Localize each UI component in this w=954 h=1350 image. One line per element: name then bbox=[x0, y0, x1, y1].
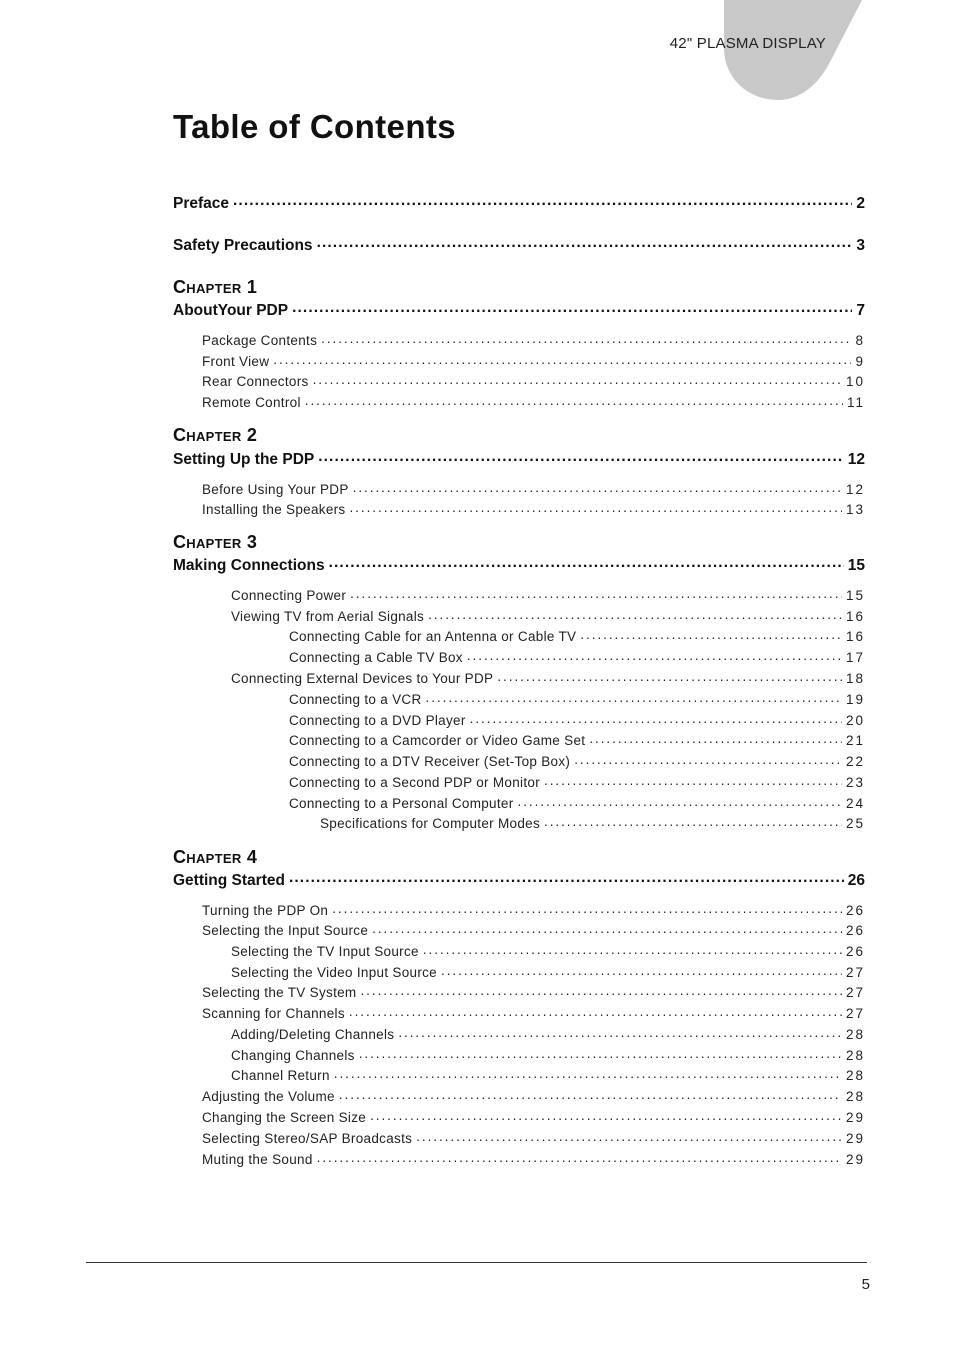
toc-entry-label: Specifications for Computer Modes bbox=[320, 815, 540, 831]
chapter-number: 3 bbox=[246, 532, 258, 552]
toc-section-entry[interactable] bbox=[173, 554, 865, 575]
toc-subsection-entry[interactable] bbox=[202, 983, 865, 1000]
dot-leader bbox=[416, 1129, 842, 1143]
toc-subsection-entry[interactable] bbox=[289, 752, 865, 769]
toc-entry-label: Turning the PDP On bbox=[202, 902, 329, 918]
toc-entry-label: Connecting to a VCR bbox=[289, 691, 422, 707]
dot-leader bbox=[467, 648, 842, 662]
toc-subsection-entry[interactable] bbox=[202, 1129, 865, 1146]
toc-entry-page: 28 bbox=[845, 1088, 865, 1104]
toc-entry-page: 25 bbox=[845, 815, 865, 831]
toc-entry-label: Package Contents bbox=[202, 332, 318, 348]
toc-entry-label: Before Using Your PDP bbox=[202, 481, 349, 497]
toc-subsection-entry[interactable] bbox=[202, 1150, 865, 1167]
toc-section-entry[interactable] bbox=[173, 299, 865, 320]
toc-entry-label: Adjusting the Volume bbox=[202, 1088, 335, 1104]
dot-leader bbox=[318, 448, 844, 464]
toc-entry-page: 15 bbox=[845, 587, 865, 603]
dot-leader bbox=[349, 500, 841, 514]
toc-entry-label: Connecting Power bbox=[231, 587, 347, 603]
toc-entry-page: 12 bbox=[847, 450, 865, 468]
dot-leader bbox=[334, 1066, 842, 1080]
toc-entry-label: Setting Up the PDP bbox=[173, 450, 315, 468]
dot-leader bbox=[349, 1004, 842, 1018]
chapter-heading bbox=[173, 532, 257, 553]
dot-leader bbox=[292, 299, 852, 315]
dot-leader bbox=[372, 921, 842, 935]
toc-subsection-entry[interactable] bbox=[231, 586, 865, 603]
toc-subsection-entry[interactable] bbox=[231, 669, 865, 686]
dot-leader bbox=[470, 711, 842, 725]
toc-subsection-entry[interactable] bbox=[202, 352, 865, 369]
dot-leader bbox=[359, 1046, 842, 1060]
toc-entry-page: 28 bbox=[845, 1047, 865, 1063]
dot-leader bbox=[350, 586, 842, 600]
toc-entry-label: Preface bbox=[173, 194, 230, 212]
toc-entry-label: Connecting to a DTV Receiver (Set-Top Box) bbox=[289, 753, 571, 769]
toc-subsection-entry[interactable] bbox=[202, 500, 865, 517]
dot-leader bbox=[544, 814, 842, 828]
dot-leader bbox=[273, 352, 851, 366]
toc-subsection-entry[interactable] bbox=[202, 331, 865, 348]
toc-subsection-entry[interactable] bbox=[289, 773, 865, 790]
dot-leader bbox=[544, 773, 842, 787]
chapter-heading bbox=[173, 847, 257, 868]
toc-entry-page: 12 bbox=[845, 481, 865, 497]
dot-leader bbox=[580, 627, 842, 641]
toc-entry-label: Viewing TV from Aerial Signals bbox=[231, 608, 425, 624]
toc-entry-page: 26 bbox=[847, 871, 865, 889]
dot-leader bbox=[321, 331, 851, 345]
toc-entry-label: Connecting Cable for an Antenna or Cable TV bbox=[289, 628, 577, 644]
dot-leader bbox=[289, 869, 844, 885]
toc-entry-page: 3 bbox=[856, 236, 865, 254]
toc-entry-label: Selecting Stereo/SAP Broadcasts bbox=[202, 1130, 413, 1146]
toc-subsection-entry[interactable] bbox=[289, 648, 865, 665]
dot-leader bbox=[360, 983, 841, 997]
dot-leader bbox=[441, 963, 842, 977]
toc-entry-label: Connecting to a Second PDP or Monitor bbox=[289, 774, 540, 790]
toc-entry-label: Connecting to a Personal Computer bbox=[289, 795, 514, 811]
dot-leader bbox=[370, 1108, 842, 1122]
dot-leader bbox=[313, 372, 842, 386]
chapter-word: Chapter bbox=[173, 425, 242, 445]
toc-subsection-entry[interactable] bbox=[320, 814, 865, 831]
toc-subsection-entry[interactable] bbox=[289, 731, 865, 748]
toc-entry-label: Rear Connectors bbox=[202, 373, 309, 389]
toc-entry-label: Getting Started bbox=[173, 871, 285, 889]
footer-divider bbox=[86, 1262, 867, 1263]
toc-entry-label: Making Connections bbox=[173, 556, 325, 574]
toc-entry-label: Remote Control bbox=[202, 394, 301, 410]
toc-entry-label: Connecting External Devices to Your PDP bbox=[231, 670, 494, 686]
toc-entry-page: 18 bbox=[845, 670, 865, 686]
toc-entry-label: Selecting the Input Source bbox=[202, 922, 369, 938]
toc-entry-page: 15 bbox=[847, 556, 865, 574]
toc-entry-label: Changing the Screen Size bbox=[202, 1109, 367, 1125]
toc-subsection-entry[interactable] bbox=[289, 690, 865, 707]
dot-leader bbox=[497, 669, 842, 683]
dot-leader bbox=[589, 731, 842, 745]
toc-subsection-entry[interactable] bbox=[202, 372, 865, 389]
toc-entry-page: 27 bbox=[845, 964, 865, 980]
dot-leader bbox=[332, 901, 842, 915]
page-number: 5 bbox=[861, 1276, 870, 1293]
chapter-word: Chapter bbox=[173, 277, 242, 297]
toc-subsection-entry[interactable] bbox=[202, 1004, 865, 1021]
toc-section-entry[interactable] bbox=[173, 448, 865, 469]
toc-entry-label: Channel Return bbox=[231, 1067, 330, 1083]
dot-leader bbox=[233, 192, 852, 208]
toc-entry-label: Muting the Sound bbox=[202, 1151, 313, 1167]
toc-entry-page: 26 bbox=[845, 943, 865, 959]
toc-subsection-entry[interactable] bbox=[231, 607, 865, 624]
toc-subsection-entry[interactable] bbox=[231, 1046, 865, 1063]
toc-entry-label: Connecting to a DVD Player bbox=[289, 712, 466, 728]
toc-entry-label: Changing Channels bbox=[231, 1047, 355, 1063]
dot-leader bbox=[353, 480, 842, 494]
toc-subsection-entry[interactable] bbox=[231, 1025, 865, 1042]
toc-entry-page: 28 bbox=[845, 1026, 865, 1042]
dot-leader bbox=[339, 1087, 842, 1101]
chapter-number: 2 bbox=[246, 425, 258, 445]
chapter-word: Chapter bbox=[173, 532, 242, 552]
toc-entry-label: Connecting a Cable TV Box bbox=[289, 649, 463, 665]
dot-leader bbox=[317, 1150, 842, 1164]
toc-subsection-entry[interactable] bbox=[289, 711, 865, 728]
dot-leader bbox=[518, 794, 842, 808]
toc-subsection-entry[interactable] bbox=[202, 1108, 865, 1125]
toc-entry-page: 29 bbox=[845, 1130, 865, 1146]
toc-entry-page: 16 bbox=[845, 628, 865, 644]
toc-entry-page: 20 bbox=[845, 712, 865, 728]
toc-entry-page: 27 bbox=[845, 984, 865, 1000]
toc-entry-page: 24 bbox=[845, 795, 865, 811]
toc-section-entry[interactable] bbox=[173, 869, 865, 890]
chapter-heading bbox=[173, 277, 257, 298]
toc-entry-page: 2 bbox=[856, 194, 865, 212]
toc-entry-label: Selecting the Video Input Source bbox=[231, 964, 437, 980]
toc-entry-page: 8 bbox=[855, 332, 865, 348]
dot-leader bbox=[574, 752, 842, 766]
toc-subsection-entry[interactable] bbox=[202, 1087, 865, 1104]
toc-entry-page: 23 bbox=[845, 774, 865, 790]
toc-entry-page: 7 bbox=[856, 301, 865, 319]
dot-leader bbox=[317, 234, 853, 250]
toc-subsection-entry[interactable] bbox=[231, 963, 865, 980]
toc-section-entry[interactable] bbox=[173, 234, 865, 255]
toc-subsection-entry[interactable] bbox=[289, 794, 865, 811]
header-tab-shape bbox=[0, 0, 954, 120]
toc-entry-label: Scanning for Channels bbox=[202, 1005, 345, 1021]
toc-entry-page: 13 bbox=[845, 501, 865, 517]
toc-entry-label: Connecting to a Camcorder or Video Game Set bbox=[289, 732, 586, 748]
toc-entry-label: AboutYour PDP bbox=[173, 301, 289, 319]
dot-leader bbox=[426, 690, 842, 704]
dot-leader bbox=[329, 554, 844, 570]
toc-entry-label: Safety Precautions bbox=[173, 236, 313, 254]
dot-leader bbox=[428, 607, 842, 621]
toc-entry-page: 21 bbox=[845, 732, 865, 748]
toc-entry-page: 26 bbox=[845, 922, 865, 938]
page-title: Table of Contents bbox=[173, 108, 457, 145]
toc-entry-page: 11 bbox=[846, 394, 865, 410]
chapter-number: 1 bbox=[246, 277, 258, 297]
toc-entry-page: 17 bbox=[845, 649, 865, 665]
toc-subsection-entry[interactable] bbox=[231, 942, 865, 959]
toc-subsection-entry[interactable] bbox=[202, 901, 865, 918]
toc-entry-page: 27 bbox=[845, 1005, 865, 1021]
toc-entry-page: 10 bbox=[845, 373, 865, 389]
chapter-heading bbox=[173, 425, 257, 446]
dot-leader bbox=[423, 942, 842, 956]
toc-subsection-entry[interactable] bbox=[202, 480, 865, 497]
toc-entry-label: Installing the Speakers bbox=[202, 501, 346, 517]
toc-subsection-entry[interactable] bbox=[202, 393, 865, 410]
dot-leader bbox=[398, 1025, 842, 1039]
toc-entry-label: Front View bbox=[202, 353, 270, 369]
toc-entry-page: 22 bbox=[845, 753, 865, 769]
toc-entry-page: 26 bbox=[845, 902, 865, 918]
chapter-word: Chapter bbox=[173, 847, 242, 867]
chapter-number: 4 bbox=[246, 847, 258, 867]
toc-subsection-entry[interactable] bbox=[289, 627, 865, 644]
toc-subsection-entry[interactable] bbox=[202, 921, 865, 938]
toc-entry-label: Adding/Deleting Channels bbox=[231, 1026, 395, 1042]
toc-entry-page: 9 bbox=[855, 353, 865, 369]
toc-entry-label: Selecting the TV System bbox=[202, 984, 357, 1000]
toc-section-entry[interactable] bbox=[173, 192, 865, 213]
toc-entry-page: 19 bbox=[845, 691, 865, 707]
toc-entry-page: 29 bbox=[845, 1109, 865, 1125]
toc-entry-page: 28 bbox=[845, 1067, 865, 1083]
toc-subsection-entry[interactable] bbox=[231, 1066, 865, 1083]
toc-entry-page: 29 bbox=[845, 1151, 865, 1167]
dot-leader bbox=[305, 393, 843, 407]
header-title: 42" PLASMA DISPLAY bbox=[669, 35, 826, 52]
toc-entry-label: Selecting the TV Input Source bbox=[231, 943, 419, 959]
toc-entry-page: 16 bbox=[845, 608, 865, 624]
